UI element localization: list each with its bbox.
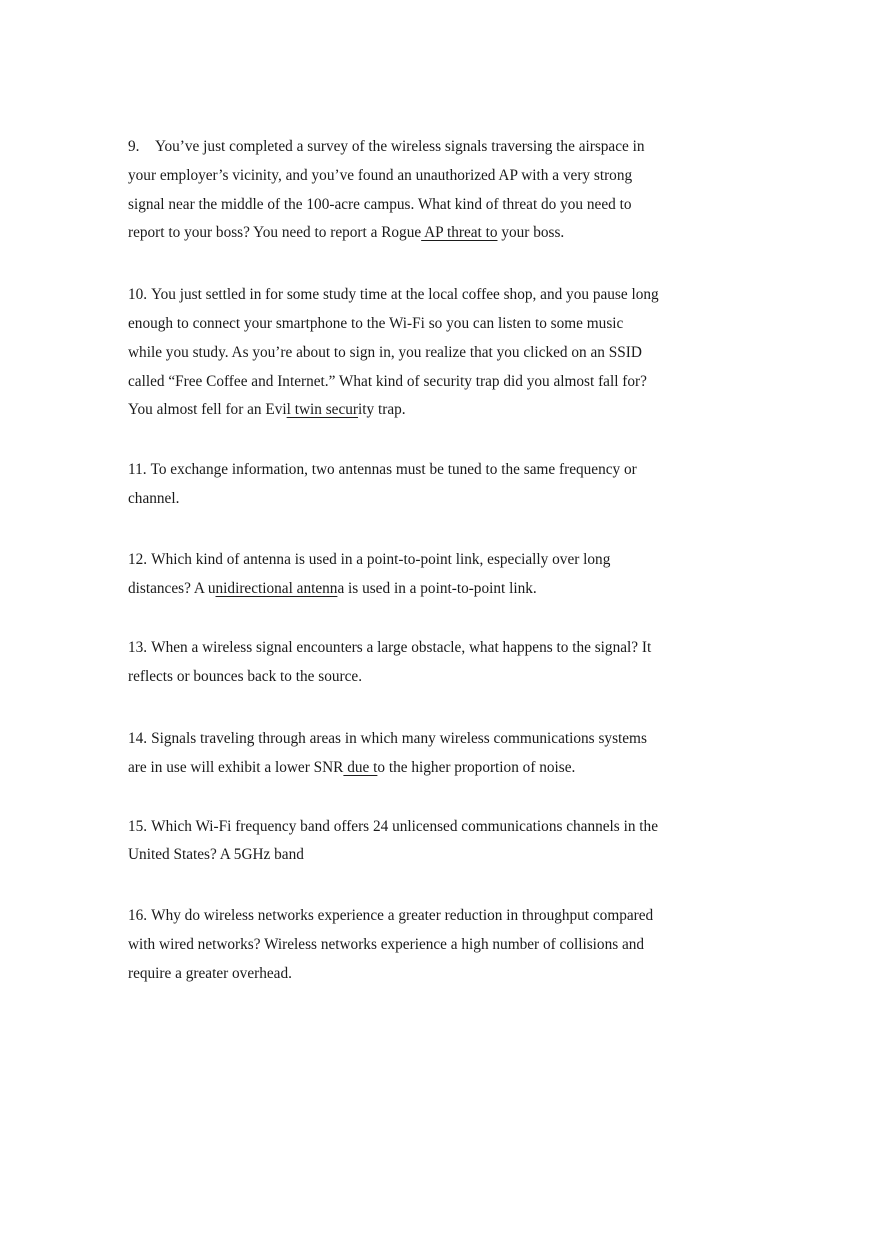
- question-item-9: [128, 133, 728, 248]
- question-text-line: while you study. As you’re about to sign in, you realize that you clicked on an SSID: [128, 343, 642, 361]
- answer-line: [128, 396, 728, 425]
- question-text-line: To exchange information, two antennas must be tuned to the same frequency or: [150, 461, 637, 479]
- question-number: 15.: [128, 817, 148, 835]
- answer-line: [128, 754, 728, 783]
- answer-line: [128, 575, 728, 604]
- question-number: 12.: [128, 550, 148, 568]
- question-item-10: [128, 281, 728, 425]
- question-text-line: United States? A 5GHz band: [128, 846, 304, 864]
- question-text-line: your employer’s vicinity, and you’ve found an unauthorized AP with a very strong: [128, 166, 633, 184]
- answer-text: distances? A u: [128, 579, 216, 597]
- question-text-line: You just settled in for some study time at the local coffee shop, and you pause long: [151, 286, 659, 304]
- question-text-line: When a wireless signal encounters a large obstacle, what happens to the signal? It: [151, 639, 652, 657]
- question-number: 16.: [128, 907, 148, 925]
- question-text-line: enough to connect your smartphone to the Wi-Fi so you can listen to some music: [128, 314, 624, 332]
- question-number: 9.: [128, 138, 140, 155]
- question-text-line: Why do wireless networks experience a greater reduction in throughput compared: [151, 907, 654, 925]
- answer-text: o the higher proportion of noise.: [377, 758, 576, 776]
- answer-underlined-text: nidirectional antenn: [215, 579, 338, 597]
- answer-text: report to your boss? You need to report a Rogue: [128, 224, 422, 242]
- question-text-line: called “Free Coffee and Internet.” What kind of security trap did you almost fall for?: [128, 372, 647, 390]
- question-item-14: [128, 725, 728, 783]
- question-text-line: signal near the middle of the 100-acre campus. What kind of threat do you need to: [128, 195, 632, 213]
- question-item-11: [128, 456, 728, 514]
- question-text-line: reflects or bounces back to the source.: [128, 668, 363, 686]
- answer-underlined-text: due t: [343, 758, 378, 776]
- question-number: 14.: [128, 729, 148, 747]
- answer-underlined-text: l twin secur: [286, 401, 358, 419]
- question-text-line: with wired networks? Wireless networks experience a high number of collisions and: [128, 935, 645, 953]
- answer-text: are in use will exhibit a lower SNR: [128, 758, 344, 776]
- question-number: 11.: [128, 461, 147, 479]
- question-number: 13.: [128, 639, 148, 657]
- question-number: 10.: [128, 286, 148, 304]
- question-item-12: [128, 546, 728, 604]
- question-item-16: [128, 902, 728, 988]
- question-text-line: Which kind of antenna is used in a point-to-point link, especially over long: [151, 550, 611, 568]
- question-list: [128, 133, 728, 989]
- answer-text: You almost fell for an Evi: [128, 401, 287, 419]
- question-text-line: You’ve just completed a survey of the wireless signals traversing the airspace in: [155, 138, 645, 155]
- answer-line: [128, 219, 728, 248]
- question-item-15: [128, 813, 728, 871]
- answer-underlined-text: AP threat to: [421, 224, 498, 242]
- answer-text: ity trap.: [358, 401, 406, 419]
- question-text-line: require a greater overhead.: [128, 964, 292, 982]
- question-text-line: channel.: [128, 489, 180, 507]
- answer-text: a is used in a point-to-point link.: [337, 579, 537, 597]
- question-item-13: [128, 634, 728, 692]
- answer-text: your boss.: [497, 224, 565, 242]
- question-text-line: Signals traveling through areas in which many wireless communications systems: [151, 729, 647, 747]
- question-text-line: Which Wi-Fi frequency band offers 24 unlicensed communications channels in the: [151, 817, 658, 835]
